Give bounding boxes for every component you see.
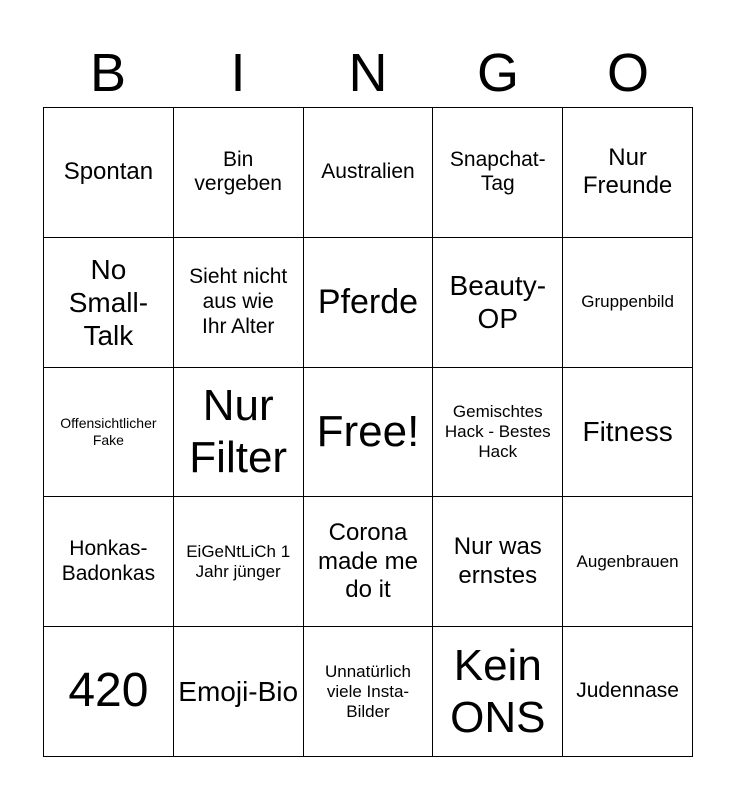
bingo-cell[interactable] bbox=[563, 108, 693, 238]
bingo-cell[interactable] bbox=[433, 627, 563, 757]
cell-label: Nur Filter bbox=[189, 381, 288, 482]
cell-label: Pferde bbox=[317, 283, 419, 322]
cell-label: Sieht nicht aus wie Ihr Alter bbox=[189, 265, 288, 338]
cell-label: Free! bbox=[316, 407, 420, 457]
cell-label: Unnatürlich viele Insta-Bilder bbox=[324, 661, 411, 721]
cell-label: Nur Freunde bbox=[582, 144, 673, 200]
bingo-cell[interactable] bbox=[44, 108, 174, 238]
header-letter-i: I bbox=[230, 43, 246, 103]
bingo-cell[interactable] bbox=[563, 368, 693, 498]
bingo-cell[interactable] bbox=[174, 368, 304, 498]
cell-label: Beauty-OP bbox=[449, 270, 547, 335]
bingo-cell[interactable] bbox=[44, 627, 174, 757]
bingo-cell[interactable] bbox=[304, 108, 434, 238]
bingo-cell[interactable] bbox=[433, 497, 563, 627]
header-letter-b: B bbox=[89, 43, 127, 103]
cell-label: Nur was ernstes bbox=[453, 533, 542, 589]
cell-label: Gruppenbild bbox=[581, 292, 674, 312]
bingo-cell[interactable] bbox=[433, 238, 563, 368]
bingo-header bbox=[43, 40, 693, 106]
header-letter-o: O bbox=[606, 43, 649, 103]
cell-label: Augenbrauen bbox=[576, 551, 679, 571]
bingo-cell[interactable] bbox=[174, 497, 304, 627]
bingo-cell[interactable] bbox=[174, 627, 304, 757]
bingo-cell[interactable] bbox=[563, 627, 693, 757]
bingo-cell[interactable] bbox=[304, 368, 434, 498]
cell-label: EiGeNtLiCh 1 Jahr jünger bbox=[186, 541, 291, 581]
cell-label: Corona made me do it bbox=[317, 519, 418, 603]
cell-label: Spontan bbox=[63, 158, 154, 186]
cell-label: Honkas-Badonkas bbox=[61, 537, 156, 585]
header-letter-g: G bbox=[476, 43, 519, 103]
cell-label: Kein ONS bbox=[450, 640, 546, 742]
cell-label: Judennase bbox=[576, 679, 679, 703]
bingo-cell[interactable] bbox=[304, 238, 434, 368]
cell-label: Snapchat-Tag bbox=[449, 147, 546, 196]
bingo-cell[interactable] bbox=[563, 238, 693, 368]
cell-label: Fitness bbox=[582, 416, 673, 448]
header-letter-n: N bbox=[348, 43, 388, 103]
cell-label: Emoji-Bio bbox=[178, 676, 299, 708]
cell-label: Australien bbox=[321, 160, 415, 184]
bingo-cell[interactable] bbox=[174, 238, 304, 368]
cell-label: Offensichtlicher Fake bbox=[60, 415, 157, 448]
cell-label: Bin vergeben bbox=[194, 147, 282, 196]
bingo-board bbox=[43, 107, 693, 757]
bingo-cell[interactable] bbox=[174, 108, 304, 238]
bingo-cell[interactable] bbox=[433, 108, 563, 238]
cell-label: Gemischtes Hack - Bestes Hack bbox=[444, 401, 551, 462]
bingo-cell[interactable] bbox=[44, 497, 174, 627]
bingo-cell[interactable] bbox=[44, 238, 174, 368]
bingo-cell[interactable] bbox=[44, 368, 174, 498]
bingo-cell[interactable] bbox=[433, 368, 563, 498]
bingo-cell[interactable] bbox=[304, 497, 434, 627]
bingo-cell[interactable] bbox=[563, 497, 693, 627]
cell-label: No Small-Talk bbox=[68, 253, 149, 351]
cell-label: 420 bbox=[68, 664, 149, 718]
bingo-cell[interactable] bbox=[304, 627, 434, 757]
